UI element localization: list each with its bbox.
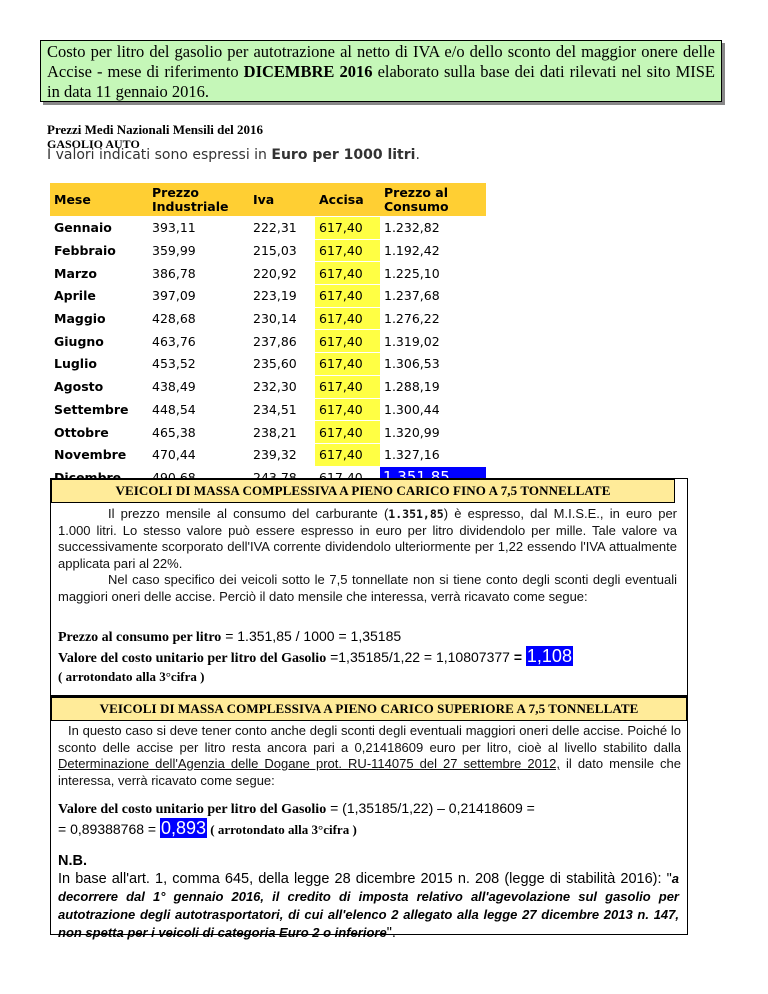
table-row — [50, 262, 486, 285]
cell-prezzo-industriale: 463,76 — [148, 330, 249, 353]
calc1-value: = 1.351,85 / 1000 = 1,35185 — [221, 628, 402, 644]
table-row — [50, 421, 486, 444]
cell-prezzo-consumo: 1.320,99 — [380, 421, 486, 444]
panel2-p1a: In questo caso si deve tener conto anche degli sconti degli eventuali maggiori oneri delle accise. Poiché lo sconto delle accise per litro resta ancora pari a 0,21418609 euro per litro, cioè al livello stabilito dalla — [58, 723, 681, 755]
cell-accisa: 617,40 — [315, 217, 380, 240]
cell-iva: 223,19 — [249, 285, 315, 308]
cell-prezzo-industriale: 428,68 — [148, 307, 249, 330]
section-title: Prezzi Medi Nazionali Mensili del 2016 — [47, 122, 264, 137]
panel2-p1c: il dato mensile che interessa, verrà ricavato come segue: — [58, 756, 681, 788]
table-row — [50, 307, 486, 330]
table-row — [50, 239, 486, 262]
panel1-p1c: ) è espresso, dal M.I.S.E., in euro per 1.000 litri. Lo stesso valore può essere espresso in euro per litro dividendolo per mille. Tale valore va successivamente scorporato dell'IVA corrente dividendolo ulteriormente per 1,22 essendo l'IVA attualmente applicata pari al 22%. — [58, 506, 677, 571]
cell-prezzo-consumo: 1.306,53 — [380, 353, 486, 376]
table-header-row — [50, 183, 486, 217]
cell-mese: Febbraio — [50, 239, 148, 262]
calc2-label: Valore del costo unitario per litro del Gasolio — [58, 651, 327, 666]
nb-a: In base all'art. 1, comma 645, della legge 28 dicembre 2015 n. 208 (legge di stabilità 2016): " — [58, 871, 672, 887]
cell-iva: 215,03 — [249, 239, 315, 262]
calc3-value: = (1,35185/1,22) – 0,21418609 = — [326, 800, 535, 816]
panel1-body — [51, 503, 687, 605]
panel1-para1 — [58, 506, 677, 572]
cell-prezzo-consumo: 1.232,82 — [380, 217, 486, 240]
cell-iva: 232,30 — [249, 375, 315, 398]
section-subtitle: GASOLIO AUTO — [47, 137, 140, 151]
header-line2c: elaborato sulla base dei dati — [372, 62, 565, 81]
panel-over-7-5t — [50, 696, 688, 941]
table-row — [50, 330, 486, 353]
cell-prezzo-consumo: 1.288,19 — [380, 375, 486, 398]
calc2-eq: = — [513, 649, 526, 665]
cell-accisa: 617,40 — [315, 262, 380, 285]
header-prezzo-industriale: Prezzo Industriale — [148, 183, 249, 217]
panel1-title: VEICOLI DI MASSA COMPLESSIVA A PIENO CARICO FINO A 7,5 TONNELLATE — [51, 479, 675, 503]
cell-prezzo-consumo: 1.192,42 — [380, 239, 486, 262]
cell-prezzo-consumo: 1.276,22 — [380, 307, 486, 330]
cell-prezzo-industriale: 465,38 — [148, 421, 249, 444]
panel-under-7-5t — [50, 478, 688, 696]
cell-prezzo-consumo: 1.319,02 — [380, 330, 486, 353]
cell-prezzo-consumo: 1.225,10 — [380, 262, 486, 285]
cell-prezzo-consumo: 1.237,68 — [380, 285, 486, 308]
nb-section — [58, 852, 679, 942]
panel2-determination: Determinazione dell'Agenzia delle Dogane prot. RU-114075 del 27 settembre 2012, — [58, 756, 560, 771]
cell-prezzo-industriale: 359,99 — [148, 239, 249, 262]
nb-c: ". — [386, 925, 396, 941]
units-note — [47, 147, 420, 163]
cell-prezzo-industriale: 453,52 — [148, 353, 249, 376]
panel2-calc — [58, 799, 535, 840]
cell-iva: 238,21 — [249, 421, 315, 444]
header-box — [40, 40, 722, 102]
calc2-value: =1,35185/1,22 = 1,10807377 — [326, 649, 514, 665]
cell-accisa: 617,40 — [315, 443, 380, 466]
cell-iva: 222,31 — [249, 217, 315, 240]
nb-text — [58, 870, 679, 942]
cell-accisa: 617,40 — [315, 307, 380, 330]
header-prezzo-consumo: Prezzo al Consumo — [380, 183, 486, 217]
cell-iva: 239,32 — [249, 443, 315, 466]
units-note-a: I valori indicati sono espressi in — [47, 147, 272, 163]
price-table — [50, 183, 486, 488]
calc3-result: 0,893 — [161, 818, 207, 838]
table-row — [50, 398, 486, 421]
cell-iva: 230,14 — [249, 307, 315, 330]
cell-iva: 235,60 — [249, 353, 315, 376]
cell-prezzo-industriale: 386,78 — [148, 262, 249, 285]
cell-mese: Agosto — [50, 375, 148, 398]
table-row — [50, 443, 486, 466]
units-note-b: Euro per 1000 litri — [271, 147, 416, 163]
cell-mese: Giugno — [50, 330, 148, 353]
cell-mese: Gennaio — [50, 217, 148, 240]
cell-mese: Luglio — [50, 353, 148, 376]
table-row — [50, 217, 486, 240]
calc2-result: 1,108 — [526, 646, 572, 666]
panel2-title: VEICOLI DI MASSA COMPLESSIVA A PIENO CARICO SUPERIORE A 7,5 TONNELLATE — [51, 697, 687, 721]
table-row — [50, 375, 486, 398]
cell-iva: 237,86 — [249, 330, 315, 353]
cell-mese: Aprile — [50, 285, 148, 308]
panel2-body — [51, 721, 687, 789]
panel1-p1a: Il prezzo mensile al consumo del carburante ( — [108, 506, 389, 521]
table-row — [50, 285, 486, 308]
nb-title: N.B. — [58, 853, 87, 869]
cell-iva: 234,51 — [249, 398, 315, 421]
cell-prezzo-industriale: 470,44 — [148, 443, 249, 466]
panel2-round-note: ( arrotondato alla 3°cifra ) — [207, 822, 357, 837]
cell-accisa: 617,40 — [315, 375, 380, 398]
header-mese: Mese — [50, 183, 148, 217]
panel1-calc — [58, 627, 573, 686]
units-note-c: . — [415, 147, 420, 163]
header-accisa: Accisa — [315, 183, 380, 217]
cell-mese: Ottobre — [50, 421, 148, 444]
cell-accisa: 617,40 — [315, 398, 380, 421]
cell-accisa: 617,40 — [315, 421, 380, 444]
header-month: DICEMBRE 2016 — [243, 62, 373, 81]
cell-prezzo-industriale: 438,49 — [148, 375, 249, 398]
cell-prezzo-industriale: 448,54 — [148, 398, 249, 421]
calc1-label: Prezzo al consumo per litro — [58, 630, 222, 645]
cell-accisa: 617,40 — [315, 239, 380, 262]
header-line3: rilevati nel sito MISE in data 11 gennaio 2016. — [47, 62, 716, 101]
cell-mese: Maggio — [50, 307, 148, 330]
header-line2a: onere delle Accise - mese di riferimento — [47, 42, 716, 81]
cell-prezzo-industriale: 397,09 — [148, 285, 249, 308]
cell-accisa: 617,40 — [315, 285, 380, 308]
cell-accisa: 617,40 — [315, 353, 380, 376]
table-row — [50, 353, 486, 376]
cell-iva: 220,92 — [249, 262, 315, 285]
cell-accisa: 617,40 — [315, 330, 380, 353]
cell-prezzo-consumo: 1.300,44 — [380, 398, 486, 421]
nb-quote: a decorrere dal 1° gennaio 2016, il credito di imposta relativo all'agevolazione sul gasolio per autotrazione degli autotrasportatori, di cui all'elenco 2 allegato alla legge 27 dicembre 2013 n. 147, non spetta per i veicoli di categoria Euro 2 o inferiore — [58, 871, 679, 940]
cell-mese: Settembre — [50, 398, 148, 421]
header-iva: Iva — [249, 183, 315, 217]
panel1-round-note: ( arrotondato alla 3°cifra ) — [58, 669, 205, 684]
panel1-p1b: 1.351,85 — [388, 507, 444, 521]
header-line1: Costo per litro del gasolio per autotrazione al netto di IVA e/o dello sconto del maggior — [47, 42, 637, 61]
calc3-line2: = 0,89388768 = — [58, 821, 160, 837]
cell-mese: Marzo — [50, 262, 148, 285]
cell-prezzo-industriale: 393,11 — [148, 217, 249, 240]
cell-prezzo-consumo: 1.327,16 — [380, 443, 486, 466]
panel1-para2: Nel caso specifico dei veicoli sotto le 7,5 tonnellate non si tiene conto degli sconti degli eventuali maggiori oneri delle accise. Perciò il dato mensile che interessa, verrà ricavato come segue: — [58, 572, 677, 604]
cell-mese: Novembre — [50, 443, 148, 466]
calc3-label: Valore del costo unitario per litro del Gasolio — [58, 802, 327, 817]
